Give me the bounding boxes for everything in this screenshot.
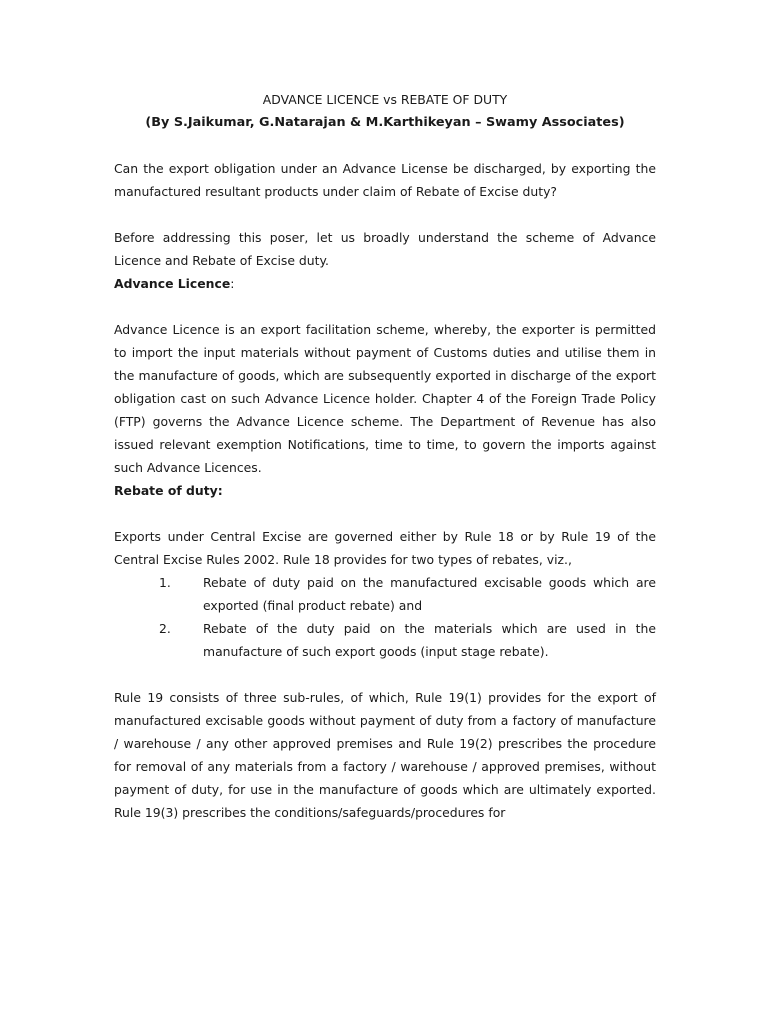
advance-licence-heading xyxy=(114,272,656,295)
advance-licence-body: Advance Licence is an export facilitation scheme, whereby, the exporter is permitted to import the input materials without payment of Customs duties and utilise them in the manufacture of goods, which are subsequently exported in discharge of the export obligation cast on such Advance Licence holder. Chapter 4 of the Foreign Trade Policy (FTP) governs the Advance Licence scheme. The Department of Revenue has also issued relevant exemption Notifications, time to time, to govern the imports against such Advance Licences. xyxy=(114,322,656,475)
list-item-text: Rebate of duty paid on the manufactured excisable goods which are exported (final product rebate) and xyxy=(203,575,656,613)
rebate-types-list xyxy=(114,571,656,663)
list-item-text: Rebate of the duty paid on the materials which are used in the manufacture of such export goods (input stage rebate). xyxy=(203,621,656,659)
intro-question: Can the export obligation under an Advance License be discharged, by exporting the manufactured resultant products under claim of Rebate of Excise duty? xyxy=(114,161,656,199)
intro-lead: Before addressing this poser, let us broadly understand the scheme of Advance Licence and Rebate of Excise duty. xyxy=(114,230,656,268)
document-title: ADVANCE LICENCE vs REBATE OF DUTY xyxy=(262,92,508,107)
list-item-number: 2. xyxy=(159,621,171,636)
advance-licence-heading-text: Advance Licence xyxy=(114,276,231,291)
rebate-body: Exports under Central Excise are governed either by Rule 18 or by Rule 19 of the Central Excise Rules 2002. Rule 18 provides for two types of rebates, viz., xyxy=(114,529,656,567)
rule19-paragraph: Rule 19 consists of three sub-rules, of which, Rule 19(1) provides for the export of manufactured excisable goods without payment of duty from a factory of manufacture / warehouse / any other approved premises and Rule 19(2) prescribes the procedure for removal of any materials from a factory / warehouse / approved premises, without payment of duty, for use in the manufacture of goods which are ultimately exported. Rule 19(3) prescribes the conditions/safeguards/procedures for xyxy=(114,690,656,820)
list-item xyxy=(114,571,656,617)
document-authors: (By S.Jaikumar, G.Natarajan & M.Karthikeyan – Swamy Associates) xyxy=(145,115,625,130)
document-page xyxy=(114,88,656,824)
rebate-heading: Rebate of duty: xyxy=(114,483,223,498)
advance-licence-heading-colon: : xyxy=(230,276,235,291)
list-item-number: 1. xyxy=(159,575,171,590)
list-item xyxy=(114,617,656,663)
